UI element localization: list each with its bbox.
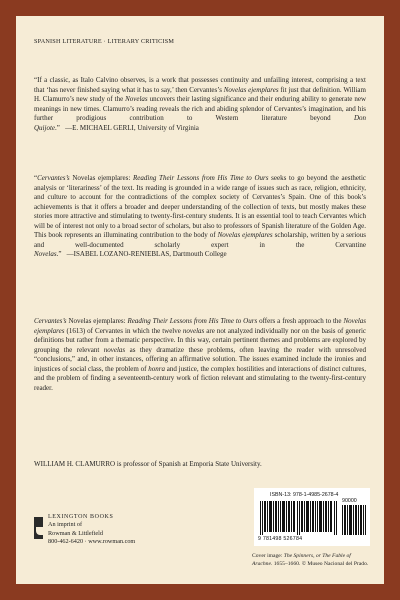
- title-roman: Novelas ejemplares:: [69, 174, 134, 182]
- novelas-italic: novelas: [182, 326, 205, 335]
- honra-italic: honra: [148, 364, 165, 373]
- title-roman: Novelas ejemplares:: [66, 317, 128, 325]
- description-text: and justice, the complex hostilities and interactions of distinct cultures, and the problem of finding a seventeenth-century work of fiction relevant and stimulating to the twenty-first-century reader.: [34, 364, 366, 392]
- author-name: WILLIAM H. CLAMURRO: [34, 460, 116, 468]
- attribution: [67, 250, 227, 258]
- credit-label: Cover image:: [252, 553, 284, 559]
- barcode-block: [254, 488, 370, 546]
- category-label: SPANISH LITERATURE · LITERARY CRITICISM: [34, 38, 175, 45]
- book-description: [34, 317, 366, 393]
- isbn-label: ISBN-13: 978-1-4985-2678-4: [270, 492, 339, 498]
- ne-italic: Novelas ejemplares: [217, 231, 273, 240]
- novelas-italic: Novelas: [125, 95, 148, 104]
- ean-digits: 9 781498 526784: [258, 536, 303, 542]
- publisher-name: LEXINGTON BOOKS: [48, 514, 114, 520]
- blurb-text: seeks to go beyond the aesthetic analysis or ‘literariness’ of the text. Its reading is grounded in a wide range of issues such as race, religion, ethnicity, and culture to account for the contradictions of the complex society of Cervantes’s Spain. One of this book’s achievements is that it offers a broader and deeper understanding of the collection of texts, but mostly makes these stories more attractive and stimulating to twenty-first-century students. It is an essential tool to teach Cervantes which will be of interest not only to a broad sector of scholars, but also to professors of Spanish literature of the Golden Age. This book represents an illuminating contribution to the body of: [34, 174, 366, 240]
- credit-title: The Spinners, or The Fable of Arachne: [252, 553, 351, 567]
- blurb-gerli: [34, 76, 366, 133]
- publisher-line: Rowman & Littlefield: [48, 529, 103, 537]
- publisher-text: [48, 513, 135, 547]
- title-lead-italic: Cervantes’s: [37, 174, 70, 182]
- attribution-name: —E. MICHAEL GERLI: [65, 123, 134, 132]
- description-text: are not analyzed individually nor on the basis of generic definitions but rather from a thematic perspective. In this way, certain pertinent themes and problems are explored by grouping the relevant: [34, 326, 366, 354]
- publisher-logo-icon: [34, 517, 43, 539]
- blurb-text: .”: [56, 250, 62, 259]
- attribution-name: —ISABEL LOZANO-RENIEBLAS: [66, 250, 170, 259]
- attribution: [65, 124, 199, 132]
- author-bio: [34, 460, 366, 468]
- blurb-text: “If a classic, as Italo Calvino observes, is a work that possesses continuity and unfailing interest, comprising a text that ‘has never finished saying what it has to say,’ then Cervantes’s: [34, 76, 366, 94]
- credit-rest: . 1655–1660. © Museo Nacional del Prado.: [270, 560, 369, 567]
- price-code: 90000: [342, 498, 357, 504]
- publisher-contact: 800-462-6420 · www.rowman.com: [48, 538, 136, 546]
- description-text: as they dramatize these problems, often leaving the reader with unresolved “conclusions,” and, in other instances, offering an affirmative solution. The issues examined include the ironies and injustices of social class, the problem of: [34, 345, 367, 373]
- novelas-italic: Novelas: [34, 250, 57, 259]
- novelas-italic: novelas: [103, 345, 126, 354]
- attribution-affiliation: , Dartmouth College: [169, 250, 227, 259]
- description-text: offers a fresh approach to the: [257, 317, 344, 325]
- back-cover-panel: [16, 16, 384, 584]
- publisher-line: An imprint of: [48, 521, 83, 529]
- title-italic: Reading Their Lessons from His Time to Ours: [133, 174, 269, 182]
- blurb-text: scholarship, written by a serious and well-documented scholarly expert in the Cervantine: [34, 231, 366, 249]
- blurb-text: uncovers their lasting significance and their enduring ability to generate new meanings in new times. Clamurro’s reading reveals the rich and abiding splendor of Cervantes’s imagination, and his further prodigious contribution to Western literature beyond: [34, 95, 367, 123]
- ean-barcode-icon: [260, 501, 338, 535]
- author-bio-text: is professor of Spanish at Emporia State University.: [115, 460, 262, 468]
- description-text: (1613) of Cervantes in which the twelve: [64, 326, 183, 335]
- book-title-italic: Novelas ejemplares: [223, 85, 279, 94]
- blurb-text: .”: [55, 123, 60, 132]
- attribution-affiliation: , University of Virginia: [133, 123, 199, 132]
- publisher-block: [34, 513, 174, 553]
- blurb-text: fit just that definition. William H. Clamurro’s new study of the: [34, 85, 366, 104]
- cover-credit: [252, 553, 370, 568]
- ne-italic: Novelas ejemplares: [34, 317, 367, 335]
- price-barcode-icon: [342, 501, 366, 535]
- blurb-text: “: [34, 174, 38, 182]
- title-lead-italic: Cervantes’s: [34, 317, 67, 325]
- blurb-lozano: [34, 174, 366, 260]
- title-italic: Reading Their Lessons from His Time to Ours: [127, 317, 258, 325]
- quijote-italic: Don Quijote: [34, 114, 366, 132]
